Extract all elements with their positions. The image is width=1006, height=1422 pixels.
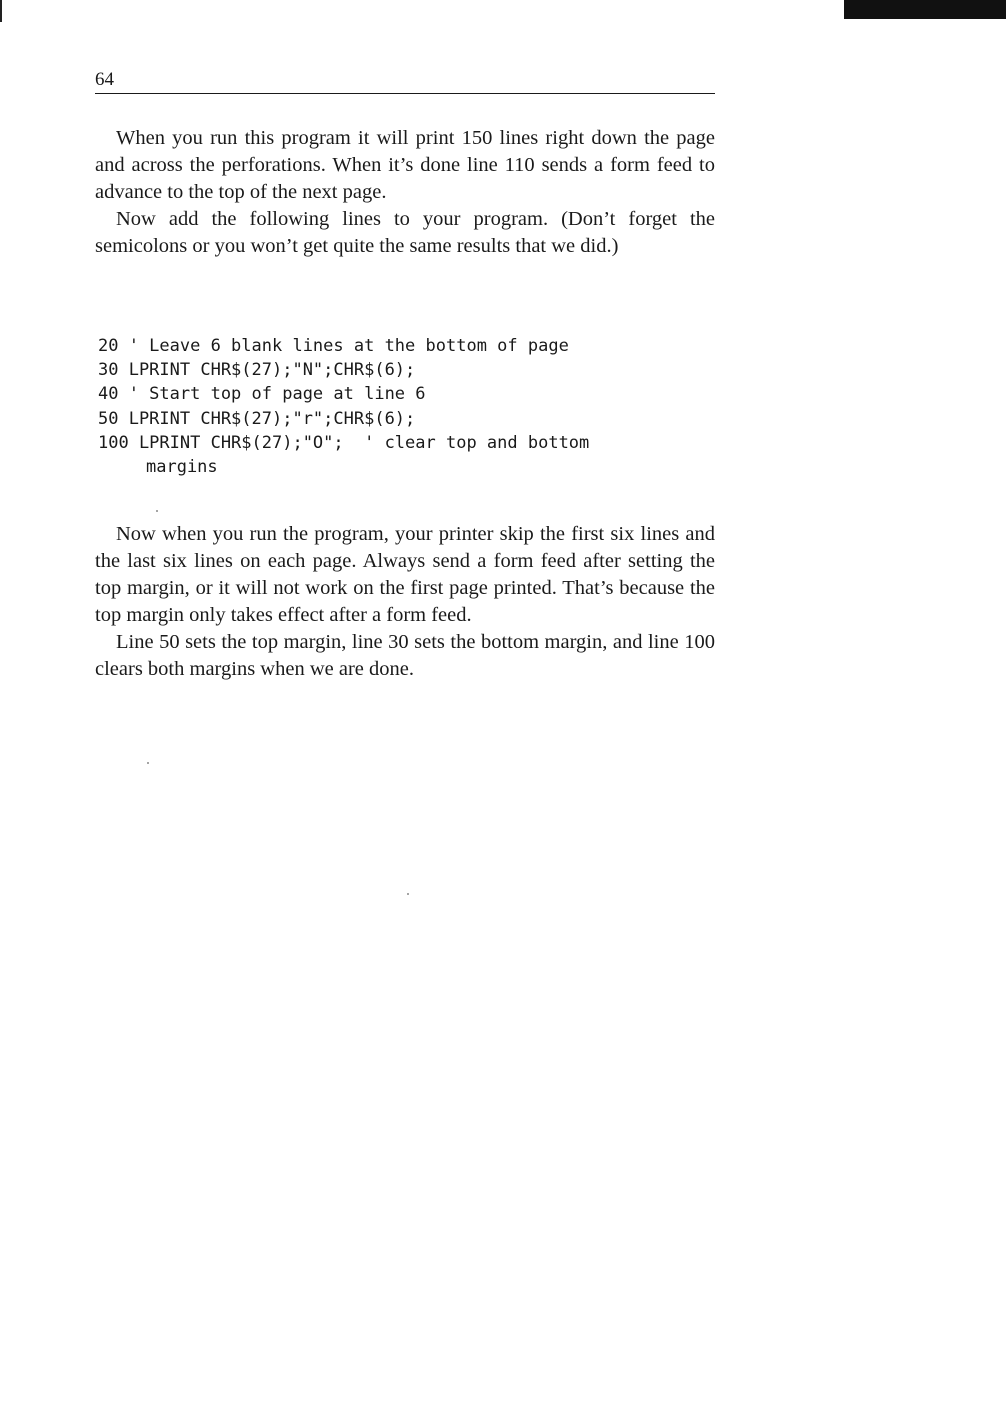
code-line: 50 LPRINT CHR$(27);"r";CHR$(6); bbox=[98, 408, 416, 429]
code-line-continuation: margins bbox=[146, 457, 218, 478]
closing-text bbox=[95, 521, 715, 683]
paragraph-add-lines: Now add the following lines to your program. (Don’t forget the semicolons or you won’t get quite the same results that we did.) bbox=[95, 208, 715, 257]
code-line: 40 ' Start top of page at line 6 bbox=[98, 384, 426, 405]
code-listing bbox=[98, 334, 718, 479]
scan-corner-mark bbox=[844, 0, 1006, 19]
paragraph-margin-summary: Line 50 sets the top margin, line 30 sets the bottom margin, and line 100 clears both margins when we are done. bbox=[95, 631, 715, 680]
intro-text bbox=[95, 125, 715, 260]
page-number: 64 bbox=[95, 69, 114, 90]
scan-speck bbox=[147, 762, 149, 764]
code-line: 30 LPRINT CHR$(27);"N";CHR$(6); bbox=[98, 360, 416, 381]
scan-edge-mark bbox=[0, 0, 2, 22]
code-line: 20 ' Leave 6 blank lines at the bottom of page bbox=[98, 336, 569, 356]
paragraph-run-again: Now when you run the program, your printer skip the first six lines and the last six lines on each page. Always send a form feed after setting the top margin, or it will not work on the first page printed. That’s because the top margin only takes effect after a form feed. bbox=[95, 523, 715, 626]
code-line: 100 LPRINT CHR$(27);"O"; ' clear top and bottom bbox=[98, 432, 590, 453]
scan-speck bbox=[156, 510, 158, 512]
header-rule bbox=[95, 93, 715, 94]
scan-speck bbox=[407, 893, 409, 895]
paragraph-run-program: When you run this program it will print 150 lines right down the page and across the perforations. When it’s done line 110 sends a form feed to advance to the top of the next page. bbox=[95, 127, 715, 203]
